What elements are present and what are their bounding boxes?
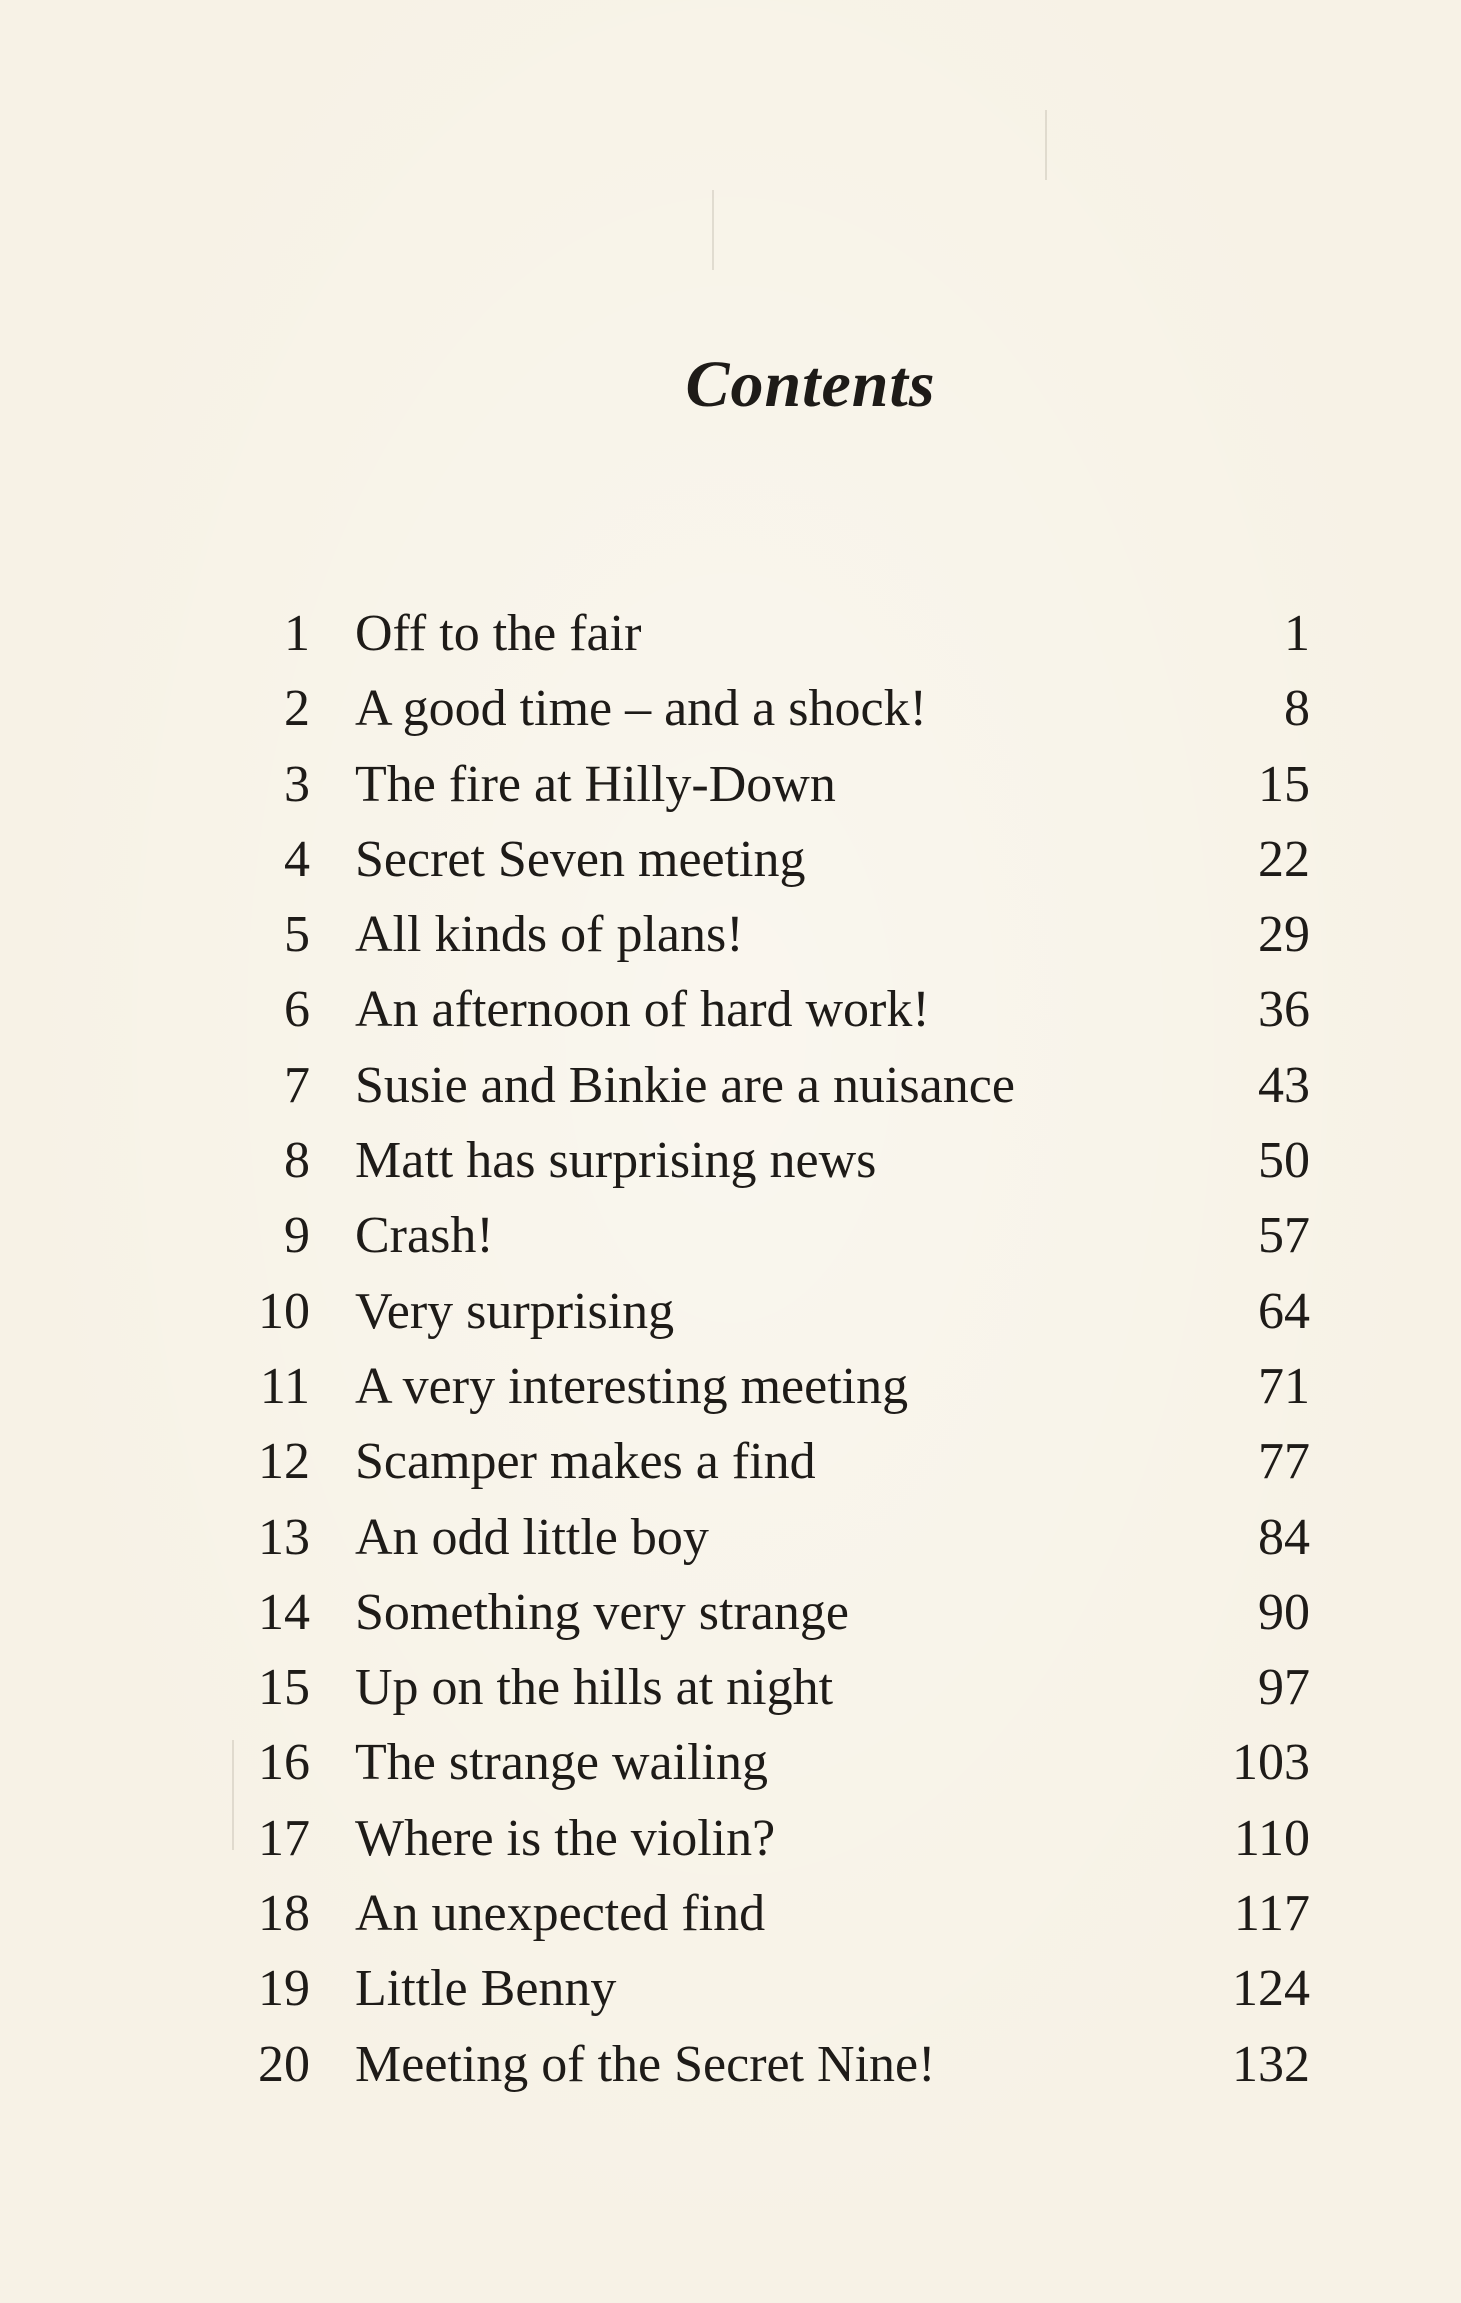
chapter-page-number: 29 [1258,906,1310,964]
toc-entry [200,1123,1310,1198]
chapter-number: 18 [258,1885,310,1943]
chapter-title: A very interesting meeting [355,1357,909,1415]
toc-entry [200,1650,1310,1725]
chapter-page-number: 71 [1258,1357,1310,1415]
chapter-number: 5 [284,906,310,964]
chapter-title: Matt has surprising news [355,1132,877,1190]
toc-entry [200,1801,1310,1876]
chapter-page-number: 117 [1233,1885,1310,1943]
chapter-page-number: 15 [1258,755,1310,813]
chapter-number: 13 [258,1508,310,1566]
chapter-title: An afternoon of hard work! [355,981,930,1039]
chapter-number: 15 [258,1659,310,1717]
chapter-number: 2 [284,680,310,738]
chapter-number: 12 [258,1433,310,1491]
chapter-title: An unexpected find [355,1885,766,1943]
toc-entry [200,1500,1310,1575]
chapter-title: Susie and Binkie are a nuisance [355,1056,1015,1114]
chapter-page-number: 50 [1258,1132,1310,1190]
toc-entry [200,1048,1310,1123]
toc-entry [200,1349,1310,1424]
page-crease-mark [1045,110,1047,180]
toc-entry [200,822,1310,897]
toc-entry [200,596,1310,671]
chapter-title: Little Benny [355,1960,617,2018]
chapter-page-number: 22 [1258,830,1310,888]
chapter-number: 3 [284,755,310,813]
chapter-number: 16 [258,1734,310,1792]
chapter-title: Where is the violin? [355,1809,776,1867]
toc-entry [200,972,1310,1047]
toc-entry [200,1274,1310,1349]
toc-entry [200,1198,1310,1273]
toc-entry [200,747,1310,822]
chapter-number: 20 [258,2035,310,2093]
chapter-page-number: 1 [1284,605,1310,662]
chapter-number: 10 [258,1282,310,1340]
chapter-title: The strange wailing [355,1734,768,1792]
chapter-page-number: 57 [1258,1207,1310,1265]
chapter-page-number: 36 [1258,981,1310,1039]
toc-entry [200,1876,1310,1951]
chapter-page-number: 103 [1232,1734,1310,1792]
chapter-title: Scamper makes a find [355,1433,816,1491]
chapter-number: 9 [284,1207,310,1265]
chapter-title: Up on the hills at night [355,1659,834,1717]
chapter-title: Secret Seven meeting [355,830,806,888]
chapter-number: 14 [258,1583,310,1641]
chapter-number: 7 [284,1056,310,1114]
toc-entry [200,671,1310,746]
toc-entry [200,1725,1310,1800]
chapter-page-number: 90 [1258,1583,1310,1641]
chapter-page-number: 110 [1233,1809,1310,1867]
toc-entry [200,897,1310,972]
page-crease-mark [712,190,714,270]
chapter-page-number: 84 [1258,1508,1310,1566]
chapter-title: Off to the fair [355,605,642,662]
page-title: Contents [685,348,936,421]
chapter-number: 6 [284,981,310,1039]
chapter-page-number: 97 [1258,1659,1310,1717]
chapter-number: 19 [258,1960,310,2018]
chapter-number: 4 [284,830,310,888]
chapter-title: All kinds of plans! [355,906,744,964]
chapter-title: Something very strange [355,1583,849,1641]
chapter-number: 8 [284,1132,310,1190]
chapter-title: The fire at Hilly-Down [355,755,836,813]
chapter-number: 17 [258,1809,310,1867]
toc-entry [200,1424,1310,1499]
table-of-contents [200,596,1310,2102]
chapter-number: 1 [284,605,310,662]
chapter-page-number: 8 [1284,680,1310,738]
toc-entry [200,1575,1310,1650]
toc-entry [200,2027,1310,2102]
chapter-title: Crash! [355,1207,494,1265]
chapter-page-number: 124 [1232,1960,1310,2018]
chapter-page-number: 43 [1258,1056,1310,1114]
chapter-number: 11 [259,1357,310,1415]
chapter-title: A good time – and a shock! [355,680,927,738]
chapter-title: An odd little boy [355,1508,709,1566]
chapter-page-number: 132 [1232,2035,1310,2093]
toc-entry [200,1951,1310,2026]
chapter-page-number: 77 [1258,1433,1310,1491]
chapter-title: Meeting of the Secret Nine! [355,2035,936,2093]
chapter-page-number: 64 [1258,1282,1310,1340]
chapter-title: Very surprising [355,1282,675,1340]
